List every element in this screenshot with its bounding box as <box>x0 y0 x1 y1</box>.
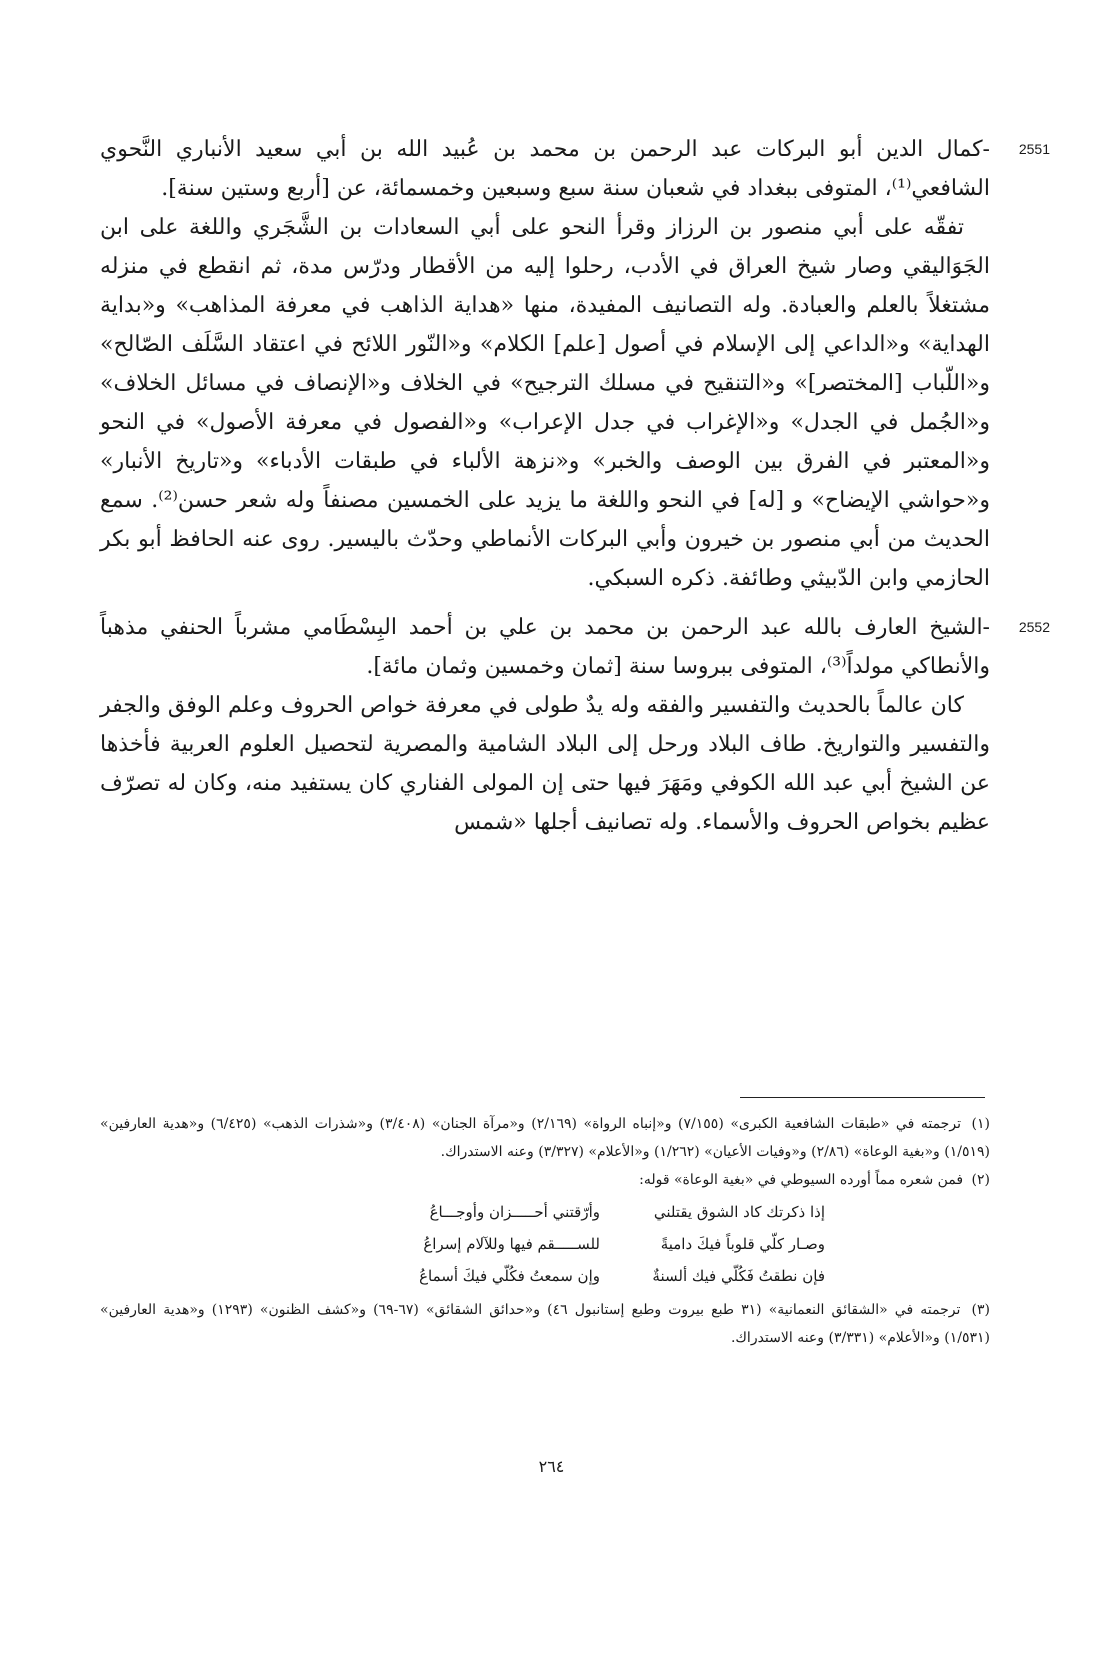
footnote-text: ترجمته في «طبقات الشافعية الكبرى» (٧/١٥٥) و«إنباه الرواة» (٢/١٦٩) و«مرآة الجنان» (٣/٤٠٨) و«شذرات الذهب» (٦/٤٢٥) و«هدية العارفين» (١/٥١٩) و«بغية الوعاة» (٢/٨٦) و«وفيات الأعيان» (١/٢٦٢) و«الأعلام» (٣/٣٢٧) وعنه الاستدراك. <box>100 1116 990 1160</box>
footnote-text: فمن شعره مماً أورده السيوطي في «بغية الوعاة» قوله: <box>639 1172 964 1188</box>
verse-second-hemistich: للســـــقم فيها وللآلام إسراعُ <box>423 1235 600 1253</box>
verse-second-hemistich: وإن سمعتُ فكُلّي فيكَ أسماعُ <box>419 1267 600 1285</box>
footnotes <box>100 1110 990 1352</box>
footnote-number: (٢) <box>971 1172 990 1188</box>
verse-first-hemistich: وصـار كلّي قلوباً فيكَ داميةً <box>660 1235 825 1253</box>
footnote-1 <box>100 1110 990 1166</box>
footnote-2 <box>100 1166 990 1194</box>
verse-first-hemistich: إذا ذكرتك كاد الشوق يقتلني <box>653 1203 825 1221</box>
verse-first-hemistich: فإن نطقتُ فَكُلّي فيك ألسنةٌ <box>652 1267 825 1285</box>
entry-2551 <box>100 130 1050 598</box>
footnote-separator <box>740 1097 985 1098</box>
poem <box>100 1196 990 1292</box>
footnote-number: (٣) <box>971 1302 990 1318</box>
entry-2552 <box>100 608 1050 842</box>
footnote-3 <box>100 1296 990 1352</box>
poem-verse <box>100 1196 990 1228</box>
poem-verse <box>100 1260 990 1292</box>
entry-heading: -الشيخ العارف بالله عبد الرحمن بن محمد بن علي بن أحمد البِسْطَامي مشرباً الحنفي مذهباً والأنطاكي مولداً⁽³⁾، المتوفى ببروسا سنة [ثمان وخمسين وثمان مائة]. <box>100 615 990 679</box>
main-text <box>100 130 1050 842</box>
page-number: ٢٦٤ <box>538 1457 565 1476</box>
footnote-number: (١) <box>971 1116 991 1132</box>
verse-second-hemistich: وأرّقتني أحـــــزان وأوجـــاعُ <box>429 1203 600 1221</box>
entry-number: 2551 <box>1018 141 1050 157</box>
entry-paragraph: كان عالماً بالحديث والتفسير والفقه وله يدٌ طولى في معرفة خواص الحروف وعلم الوفق والجفر والتفسير والتواريخ. طاف البلاد ورحل إلى البلاد الشامية والمصرية لتحصيل العلوم العربية فأخذها عن الشيخ أبي عبد الله الكوفي ومَهَرَ فيها حتى إن المولى الفناري كان يستفيد منه، وكان له تصرّف عظيم بخواص الحروف والأسماء. وله تصانيف أجلها «شمس <box>100 693 990 835</box>
footnote-text: ترجمته في «الشقائق النعمانية» (٣١ طبع بيروت وطبع إستانبول ٤٦) و«حدائق الشقائق» (٦٧-٦٩) و«كشف الظنون» (١٢٩٣) و«هدية العارفين» (١/٥٣١) و«الأعلام» (٣/٣٣١) وعنه الاستدراك. <box>100 1302 990 1346</box>
poem-verse <box>100 1228 990 1260</box>
entry-number: 2552 <box>1018 619 1050 635</box>
entry-heading: -كمال الدين أبو البركات عبد الرحمن بن محمد بن عُبيد الله بن أبي سعيد الأنباري النَّحوي الشافعي⁽¹⁾، المتوفى ببغداد في شعبان سنة سبع وسبعين وخمسمائة، عن [أربع وستين سنة]. <box>100 137 990 201</box>
entry-paragraph: تفقّه على أبي منصور بن الرزاز وقرأ النحو على أبي السعادات بن الشَّجَري واللغة على ابن الجَوَاليقي وصار شيخ العراق في الأدب، رحلوا إليه من الأقطار ودرّس مدة، ثم انقطع في منزله مشتغلاً بالعلم والعبادة. وله التصانيف المفيدة، منها «هداية الذاهب في معرفة المذاهب» و«بداية الهداية» و«الداعي إلى الإسلام في أصول [علم] الكلام» و«النّور اللائح في اعتقاد السَّلَف الصّالح» و«اللّباب [المختصر]» و«التنقيح في مسلك الترجيح» في الخلاف و«الإنصاف في مسائل الخلاف» و«الجُمل في الجدل» و«الإغراب في جدل الإعراب» و«الفصول في معرفة الأصول» في النحو و«المعتبر في الفرق بين الوصف والخبر» و«نزهة الألباء في طبقات الأدباء» و«تاريخ الأنبار» و«حواشي الإيضاح» و [له] في النحو واللغة ما يزيد على الخمسين مصنفاً وله شعر حسن⁽²⁾. سمع الحديث من أبي منصور بن خيرون وأبي البركات الأنماطي وحدّث باليسير. روى عنه الحافظ أبو بكر الحازمي وابن الدّبيثي وطائفة. ذكره السبكي. <box>100 215 990 591</box>
